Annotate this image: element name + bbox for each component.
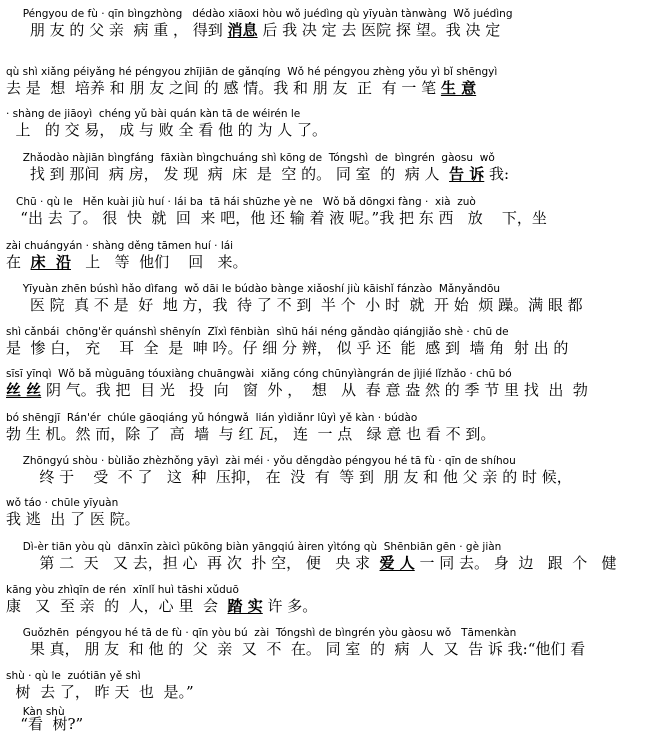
keyword: 踏 实 xyxy=(227,598,263,615)
hanzi-line-8: 是 惨 白， 充 耳 全 是 呻 吟。仔 细 分 辨， 似 乎 还 能 感 到 墙 角 射 出 的 xyxy=(6,340,569,357)
hanzi-line-5: “出 去 了。 很 快 就 回 来 吧，他 还 输 着 液 呢。”我 把 东 西 放 下，坐 xyxy=(6,210,547,227)
hanzi-line-2 xyxy=(6,80,650,97)
pinyin-line-13: Dì-èr tiān yòu qù dānxīn zàicì pūkōng biàn yāngqiú àiren yìtóng qù Shēnbiān gēn · gè jiàn xyxy=(6,541,502,553)
keyword: 告 诉 xyxy=(449,166,485,183)
hanzi-text: 康 又 至 亲 的 人，心 里 会 xyxy=(6,598,228,615)
hanzi-text: 上 等 他们 回 来。 xyxy=(71,254,248,271)
pinyin-line-8: shì cǎnbái chōng'ěr quánshì shēnyín Zǐxì fēnbiàn sìhū hái néng gǎndào qiángjiǎo shè · chū de xyxy=(6,326,509,338)
pinyin-line-7: Yīyuàn zhēn búshì hǎo dìfang wǒ dāi le búdào bànge xiǎoshí jiù kāishǐ fánzào Mǎnyǎndōu xyxy=(6,283,501,295)
hanzi-line-7: 医 院 真 不 是 好 地 方，我 待 了 不 到 半 个 小 时 就 开 始 烦 躁。满 眼 都 xyxy=(6,297,583,314)
hanzi-text: 去 是 想 培养 和 朋 友 之间 的 感 情。我 和 朋 友 正 有 一 笔 xyxy=(6,80,441,97)
pinyin-line-1: Péngyou de fù · qīn bìngzhòng dédào xiāoxi hòu wǒ juédìng qù yīyuàn tànwàng Wǒ juédìng xyxy=(6,8,513,20)
pinyin-line-15: Guǒzhēn péngyou hé tā de fù · qīn yòu bú zài Tóngshì de bìngrén yòu gàosu wǒ Tāmenkàn xyxy=(6,627,517,639)
pinyin-line-14: kāng yòu zhìqīn de rén xīnlǐ huì tāshi xǔduō xyxy=(6,584,239,596)
hanzi-text: 一 同 去。 身 边 跟 个 健 xyxy=(414,555,617,572)
hanzi-line-16: 树 去 了， 昨 天 也 是。” xyxy=(6,684,194,701)
hanzi-line-15: 果 真， 朋 友 和 他 的 父 亲 又 不 在。 同 室 的 病 人 又 告 诉 我:“他们 看 xyxy=(6,641,586,658)
hanzi-text: 我: xyxy=(484,166,510,183)
hanzi-text: 找 到 那间 病 房， 发 现 病 床 是 空 的。 同 室 的 病 人 xyxy=(6,166,450,183)
keyword: 床 沿 xyxy=(30,254,71,271)
pinyin-line-4: Zhǎodào nàjiān bìngfáng fāxiàn bìngchuáng shì kōng de Tóngshì de bìngrén gàosu wǒ xyxy=(6,152,495,164)
keyword: 丝 丝 xyxy=(6,382,42,399)
hanzi-line-9 xyxy=(6,382,650,399)
hanzi-line-6 xyxy=(6,254,650,271)
hanzi-line-3: 上 的 交 易， 成 与 败 全 看 他 的 为 人 了。 xyxy=(6,122,328,139)
pinyin-line-12: wǒ táo · chūle yīyuàn xyxy=(6,497,119,509)
hanzi-line-10: 勃 生 机。然 而，除 了 高 墙 与 红 瓦， 连 一 点 绿 意 也 看 不 到。 xyxy=(6,426,496,443)
pinyin-line-6: zài chuángyán · shàng děng tāmen huí · lái xyxy=(6,240,234,252)
pinyin-line-2: qù shì xiǎng péiyǎng hé péngyou zhījiān de gǎnqíng Wǒ hé péngyou zhèng yǒu yì bǐ shēngyì xyxy=(6,66,498,78)
hanzi-text: 第 二 天 又 去，担 心 再 次 扑 空， 便 央 求 xyxy=(6,555,380,572)
pinyin-line-5: Chū · qù le Hěn kuài jiù huí · lái ba tā hái shūzhe yè ne Wǒ bǎ dōngxi fàng · xià zuò xyxy=(6,196,476,208)
hanzi-line-11: 终 于 受 不 了 这 种 压抑， 在 没 有 等 到 朋 友 和 他 父 亲 的 时 候， xyxy=(6,469,572,486)
hanzi-line-17: “看 树?” xyxy=(6,716,84,733)
pinyin-line-10: bó shēngjī Rán'ér chúle gāoqiáng yǔ hóngwǎ lián yìdiǎnr lǜyì yě kàn · búdào xyxy=(6,412,418,424)
hanzi-line-14 xyxy=(6,598,650,615)
pinyin-line-16: shù · qù le zuótiān yě shì xyxy=(6,670,141,682)
hanzi-line-1 xyxy=(6,22,650,39)
hanzi-text: 朋 友 的 父 亲 病 重 ， 得到 xyxy=(6,22,228,39)
pinyin-line-11: Zhōngyú shòu · bùliǎo zhèzhǒng yāyì zài méi · yǒu děngdào péngyou hé tā fù · qīn de shíhou xyxy=(6,455,516,467)
hanzi-line-13 xyxy=(6,555,650,572)
hanzi-line-4 xyxy=(6,166,650,183)
hanzi-line-12: 我 逃 出 了 医 院。 xyxy=(6,511,140,528)
hanzi-text: 阴 气。我 把 目 光 投 向 窗 外 ， 想 从 春 意 盎 然 的 季 节 里 找 出 勃 xyxy=(41,382,588,399)
hanzi-text: 许 多。 xyxy=(262,598,318,615)
hanzi-text: 在 xyxy=(6,254,31,271)
keyword: 爱 人 xyxy=(379,555,415,572)
pinyin-line-9: sīsī yīnqì Wǒ bǎ mùguāng tóuxiàng chuāngwài xiǎng cóng chūnyìàngrán de jìjié lǐzhǎo · chū bó xyxy=(6,368,512,380)
pinyin-line-3: · shàng de jiāoyì chéng yǔ bài quán kàn tā de wéirén le xyxy=(6,108,301,120)
pinyin-line-17: Kàn shù xyxy=(6,706,65,718)
keyword: 生 意 xyxy=(440,80,477,97)
keyword: 消息 xyxy=(227,22,258,39)
hanzi-text: 后 我 决 定 去 医院 探 望。我 决 定 xyxy=(257,22,501,39)
